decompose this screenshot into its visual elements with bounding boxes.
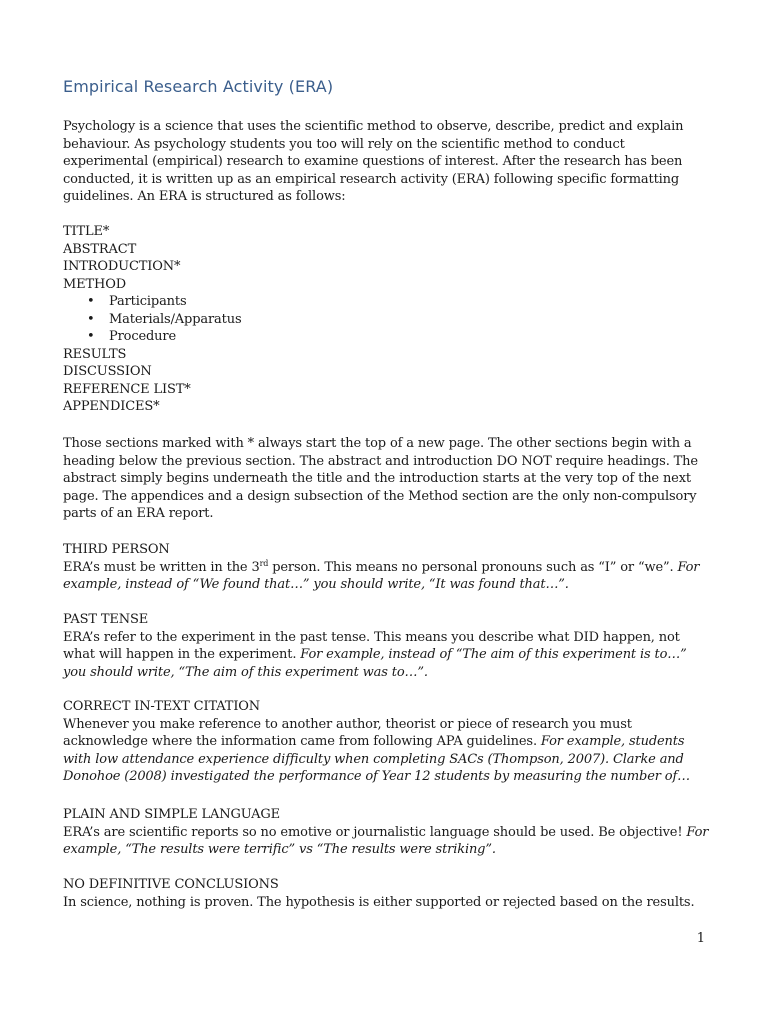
third-person-sup: rd [259, 558, 269, 568]
method-subsection-item: • Materials/Apparatus [109, 311, 713, 329]
plain-language-heading: PLAIN AND SIMPLE LANGUAGE [63, 807, 280, 822]
section-item: TITLE* [63, 224, 110, 239]
document-title: Empirical Research Activity (ERA) [63, 77, 334, 96]
section-item: INTRODUCTION* [63, 259, 181, 274]
past-tense-block [63, 611, 713, 681]
plain-language-text: ERA’s are scientific reports so no emotive or journalistic language should be used. Be objective! [63, 824, 687, 840]
past-tense-heading: PAST TENSE [63, 612, 149, 627]
citation-text: Whenever you make reference to another author, theorist or piece of research you must acknowledge where the information came from following APA guidelines. [63, 716, 632, 749]
method-subsection-item: • Procedure [109, 328, 713, 346]
page-number: 1 [696, 931, 705, 946]
conclusions-block [63, 876, 713, 911]
third-person-text-a: ERA’s must be written in the 3 [63, 559, 260, 575]
conclusions-heading: NO DEFINITIVE CONCLUSIONS [63, 877, 279, 892]
citation-example: For example, students with low attendance experience difficulty when completing SACs (Thompson, 2007). Clarke and Donohoe (2008) investigated the performance of Year 12 students by measuring the number of… [63, 734, 690, 784]
method-subsection-list [63, 293, 713, 346]
method-subsection-item: • Participants [109, 293, 713, 311]
section-item: ABSTRACT [63, 241, 137, 257]
section-item: RESULTS [63, 346, 127, 362]
section-item: APPENDICES* [63, 399, 160, 414]
section-item: DISCUSSION [63, 364, 152, 379]
conclusions-text: In science, nothing is proven. The hypothesis is either supported or rejected based on the results. [63, 894, 695, 910]
plain-language-example: For example, “The results were terrific” vs “The results were striking”. [63, 824, 709, 857]
intro-paragraph: Psychology is a science that uses the scientific method to observe, describe, predict and explain behaviour. As psychology students you too will rely on the scientific method to conduct experimental (empirical) research to examine questions of interest. After the research has been conducted, it is written up as an empirical research activity (ERA) following specific formatting guidelines. An ERA is structured as follows: [63, 119, 684, 204]
third-person-block [63, 541, 713, 594]
structure-list [63, 223, 713, 416]
past-tense-text: ERA’s refer to the experiment in the past tense. This means you describe what DID happen, not what will happen in the experiment. [63, 629, 680, 662]
third-person-example: For example, instead of “We found that…” you should write, “It was found that…”. [63, 559, 700, 592]
section-item: REFERENCE LIST* [63, 381, 191, 397]
citation-block [63, 698, 713, 786]
citation-heading: CORRECT IN-TEXT CITATION [63, 699, 261, 714]
plain-language-block [63, 806, 713, 859]
past-tense-example: For example, instead of “The aim of this experiment is to…” you should write, “The aim of this experiment was to…”. [63, 647, 687, 680]
third-person-heading: THIRD PERSON [63, 542, 170, 557]
section-notes-paragraph: Those sections marked with * always start the top of a new page. The other sections begin with a heading below the previous section. The abstract and introduction DO NOT require headings. The abstract simply begins underneath the title and the introduction starts at the very top of the next page. The appendices and a design subsection of the Method section are the only non-compulsory parts of an ERA report. [63, 436, 698, 521]
section-item: METHOD [63, 276, 126, 292]
third-person-text-b: person. This means no personal pronouns such as “I” or “we”. [268, 559, 678, 575]
